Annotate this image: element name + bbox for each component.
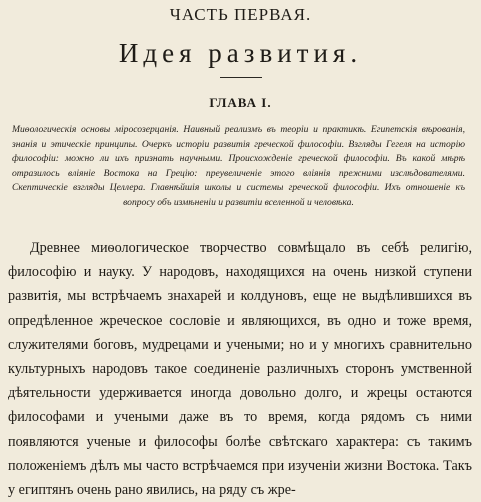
- chapter-title: ГЛАВА I.: [209, 95, 272, 110]
- title-divider: [220, 77, 262, 78]
- book-title: Идея развития.: [118, 38, 363, 68]
- chapter-summary: Миѳологическія основы міросозерцанія. Наивный реализмъ въ теоріи и практикѣ. Египетскія вѣрованія, знанія и этическіе принципы. Очеркъ исторіи развитія греческой философіи. Взгляды Гегеля на исторію философіи: можно ли ихъ признать научными. Происхожденіе греческой философіи. Въ какой мѣрѣ отразилось вліяніе Востока на Грецію: преувеличеніе этого вліянія прежними изслѣдователями. Скептическіе взгляды Целлера. Главнѣйшія школы и системы греческой философіи. Ихъ отношеніе къ вопросу объ измѣненіи и развитіи вселенной и человѣка.: [12, 124, 465, 208]
- part-title: ЧАСТЬ ПЕРВАЯ.: [169, 5, 312, 24]
- body-paragraph: Древнее миѳологическое творчество совмѣщало въ себѣ религію, философію и науку. У народовъ, находящихся на очень низкой ступени развитія, мы встрѣчаемъ знахарей и колдуновъ, еще не выдѣлившихся въ опредѣленное жреческое сословіе и являющихся, въ одно и тоже время, служителями боговъ, мудрецами и учеными; но и у многихъ сравнительно культурныхъ народовъ такое соединеніе различныхъ сторонъ умственной дѣятельности удерживается иногда довольно долго, и жрецы остаются философами и учеными даже въ то время, когда рядомъ съ ними появляются ученые и философы болѣе свѣтскаго характера: съ такимъ положеніемъ дѣлъ мы часто встрѣчаемся при изученіи жизни Востока. Такъ у египтянъ очень рано явились, на ряду съ жре-: [8, 240, 472, 499]
